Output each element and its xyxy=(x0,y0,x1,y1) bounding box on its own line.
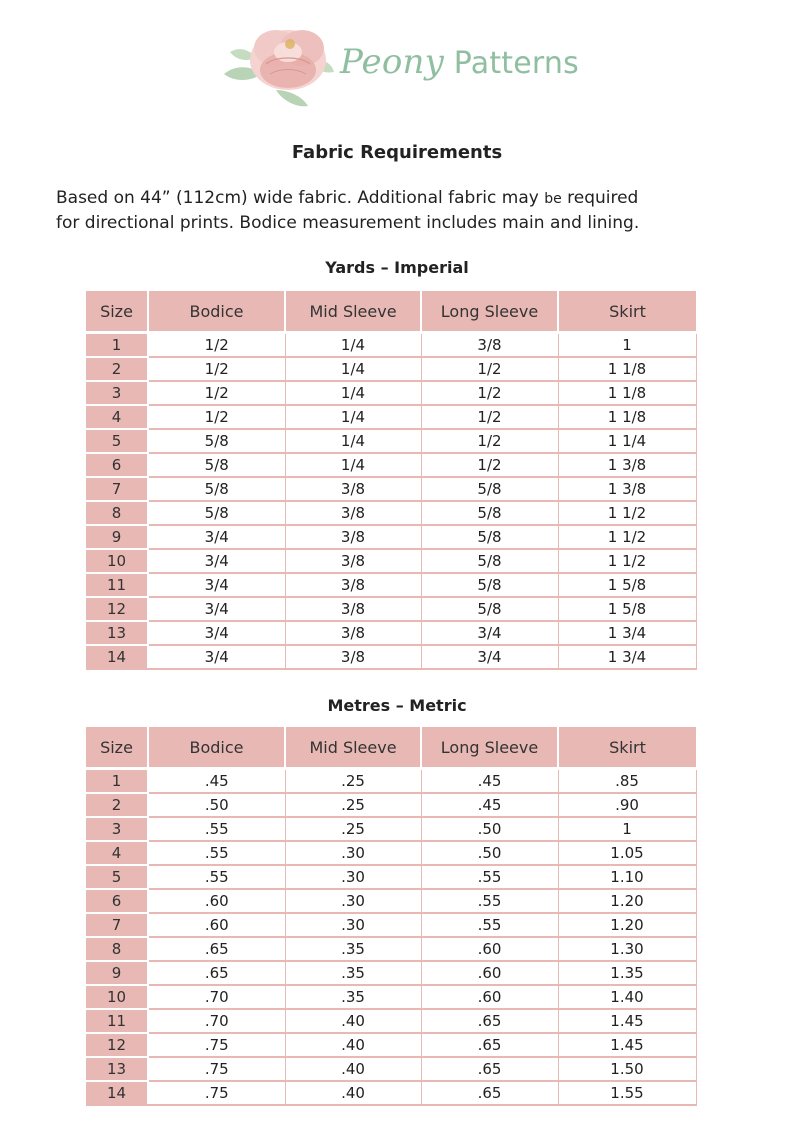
table-cell: 1/2 xyxy=(421,405,558,429)
table-cell: 1 1/2 xyxy=(558,549,696,573)
table-cell: 1 1/2 xyxy=(558,525,696,549)
table-cell: .85 xyxy=(558,769,696,794)
table-cell: 1/2 xyxy=(421,453,558,477)
table-row xyxy=(86,1057,696,1081)
table-cell: 1/2 xyxy=(148,357,285,381)
size-cell: 4 xyxy=(86,841,148,865)
table-cell: .55 xyxy=(421,865,558,889)
table-cell: 5/8 xyxy=(421,597,558,621)
table-cell: .65 xyxy=(421,1057,558,1081)
table-row xyxy=(86,865,696,889)
size-cell: 4 xyxy=(86,405,148,429)
column-header: Bodice xyxy=(148,291,285,333)
table-cell: 1 5/8 xyxy=(558,573,696,597)
table-cell: .40 xyxy=(285,1081,421,1105)
table-cell: .50 xyxy=(421,817,558,841)
table-cell: 1.05 xyxy=(558,841,696,865)
size-cell: 10 xyxy=(86,549,148,573)
table-row xyxy=(86,549,696,573)
table-cell: 1.50 xyxy=(558,1057,696,1081)
table-cell: .60 xyxy=(148,913,285,937)
table-cell: .70 xyxy=(148,985,285,1009)
table-cell: .45 xyxy=(148,769,285,794)
size-cell: 1 xyxy=(86,333,148,358)
table-cell: 3/8 xyxy=(285,477,421,501)
size-cell: 6 xyxy=(86,889,148,913)
table-cell: 3/4 xyxy=(421,645,558,669)
size-cell: 1 xyxy=(86,769,148,794)
table-row xyxy=(86,333,696,358)
table-cell: .50 xyxy=(421,841,558,865)
imperial-table xyxy=(86,291,697,670)
intro-line-1-a: Based on 44” (112cm) wide fabric. Additional fabric may xyxy=(56,188,545,208)
table-cell: .60 xyxy=(421,961,558,985)
table-cell: 5/8 xyxy=(421,501,558,525)
table-cell: 1 3/8 xyxy=(558,453,696,477)
table-cell: 1/4 xyxy=(285,405,421,429)
table-row xyxy=(86,937,696,961)
table-row xyxy=(86,573,696,597)
table-cell: .90 xyxy=(558,793,696,817)
table-row xyxy=(86,793,696,817)
table-cell: 5/8 xyxy=(421,573,558,597)
table-cell: 1 5/8 xyxy=(558,597,696,621)
table-cell: .65 xyxy=(148,937,285,961)
size-cell: 8 xyxy=(86,501,148,525)
peony-flower-icon xyxy=(216,12,336,112)
table-cell: 1 1/8 xyxy=(558,405,696,429)
table-cell: 3/4 xyxy=(421,621,558,645)
table-cell: 1.20 xyxy=(558,889,696,913)
table-cell: .25 xyxy=(285,769,421,794)
table-cell: 1/4 xyxy=(285,429,421,453)
metric-table xyxy=(86,727,697,1106)
table-cell: .65 xyxy=(421,1009,558,1033)
imperial-section-title: Yards – Imperial xyxy=(325,258,469,277)
table-cell: .30 xyxy=(285,865,421,889)
size-cell: 14 xyxy=(86,645,148,669)
table-cell: 5/8 xyxy=(421,549,558,573)
size-cell: 5 xyxy=(86,865,148,889)
intro-line-2: for directional prints. Bodice measurement includes main and lining. xyxy=(56,213,640,233)
table-cell: 1.30 xyxy=(558,937,696,961)
table-cell: 1/2 xyxy=(148,333,285,358)
metric-header-row xyxy=(86,727,696,769)
imperial-header-row xyxy=(86,291,696,333)
table-cell: .25 xyxy=(285,793,421,817)
table-cell: 1/2 xyxy=(421,357,558,381)
brand-name-plain: Patterns xyxy=(453,46,579,81)
table-cell: 5/8 xyxy=(148,501,285,525)
table-cell: .45 xyxy=(421,769,558,794)
table-cell: 3/8 xyxy=(285,573,421,597)
table-row xyxy=(86,645,696,669)
table-row xyxy=(86,841,696,865)
table-cell: .35 xyxy=(285,985,421,1009)
table-row xyxy=(86,525,696,549)
table-cell: .45 xyxy=(421,793,558,817)
size-cell: 8 xyxy=(86,937,148,961)
table-row xyxy=(86,889,696,913)
size-cell: 11 xyxy=(86,573,148,597)
table-cell: 5/8 xyxy=(421,525,558,549)
size-cell: 3 xyxy=(86,381,148,405)
table-cell: .30 xyxy=(285,913,421,937)
table-cell: .60 xyxy=(421,937,558,961)
table-row xyxy=(86,405,696,429)
table-cell: 1 1/4 xyxy=(558,429,696,453)
table-cell: 5/8 xyxy=(421,477,558,501)
table-cell: 3/4 xyxy=(148,549,285,573)
table-row xyxy=(86,913,696,937)
size-cell: 12 xyxy=(86,1033,148,1057)
table-cell: 3/8 xyxy=(285,501,421,525)
brand-name-script: Peony xyxy=(340,42,445,82)
table-cell: .75 xyxy=(148,1081,285,1105)
table-row xyxy=(86,357,696,381)
size-cell: 10 xyxy=(86,985,148,1009)
table-cell: 3/8 xyxy=(285,645,421,669)
table-cell: .35 xyxy=(285,937,421,961)
table-cell: 3/4 xyxy=(148,525,285,549)
table-cell: .65 xyxy=(421,1081,558,1105)
table-cell: .60 xyxy=(421,985,558,1009)
table-cell: 1/2 xyxy=(148,381,285,405)
table-cell: 1.40 xyxy=(558,985,696,1009)
table-cell: 1 3/8 xyxy=(558,477,696,501)
size-cell: 9 xyxy=(86,961,148,985)
table-cell: .75 xyxy=(148,1033,285,1057)
table-cell: 1.45 xyxy=(558,1009,696,1033)
size-cell: 7 xyxy=(86,477,148,501)
table-cell: 3/8 xyxy=(421,333,558,358)
size-cell: 2 xyxy=(86,357,148,381)
table-row xyxy=(86,429,696,453)
table-cell: 1.55 xyxy=(558,1081,696,1105)
table-cell: 1 3/4 xyxy=(558,621,696,645)
column-header: Mid Sleeve xyxy=(285,727,421,769)
table-cell: .55 xyxy=(421,889,558,913)
table-row xyxy=(86,477,696,501)
table-cell: .65 xyxy=(421,1033,558,1057)
table-cell: 5/8 xyxy=(148,477,285,501)
size-cell: 5 xyxy=(86,429,148,453)
column-header: Long Sleeve xyxy=(421,727,558,769)
table-cell: 1.45 xyxy=(558,1033,696,1057)
table-cell: 1 1/2 xyxy=(558,501,696,525)
table-cell: .55 xyxy=(148,865,285,889)
column-header: Skirt xyxy=(558,727,696,769)
table-cell: .35 xyxy=(285,961,421,985)
table-cell: 3/8 xyxy=(285,549,421,573)
table-cell: .55 xyxy=(148,817,285,841)
table-cell: 1.35 xyxy=(558,961,696,985)
table-row xyxy=(86,1081,696,1105)
table-row xyxy=(86,501,696,525)
table-cell: 5/8 xyxy=(148,453,285,477)
table-cell: 1 xyxy=(558,333,696,358)
size-cell: 6 xyxy=(86,453,148,477)
table-cell: 3/4 xyxy=(148,621,285,645)
table-cell: .55 xyxy=(421,913,558,937)
size-cell: 9 xyxy=(86,525,148,549)
table-cell: 1/2 xyxy=(421,381,558,405)
column-header: Size xyxy=(86,291,148,333)
intro-line-1-small: be xyxy=(544,191,562,207)
table-cell: .30 xyxy=(285,889,421,913)
table-row xyxy=(86,985,696,1009)
table-row xyxy=(86,817,696,841)
table-cell: 1/4 xyxy=(285,381,421,405)
table-cell: .60 xyxy=(148,889,285,913)
table-cell: 1 3/4 xyxy=(558,645,696,669)
table-cell: 1/2 xyxy=(148,405,285,429)
table-cell: 3/4 xyxy=(148,597,285,621)
table-row xyxy=(86,453,696,477)
intro-text xyxy=(56,186,756,235)
table-cell: 1/4 xyxy=(285,357,421,381)
size-cell: 3 xyxy=(86,817,148,841)
table-cell: 1 1/8 xyxy=(558,381,696,405)
table-cell: 5/8 xyxy=(148,429,285,453)
table-cell: 3/8 xyxy=(285,525,421,549)
size-cell: 14 xyxy=(86,1081,148,1105)
intro-line-1 xyxy=(56,186,756,211)
table-cell: .65 xyxy=(148,961,285,985)
table-cell: .30 xyxy=(285,841,421,865)
table-cell: 1/4 xyxy=(285,333,421,358)
table-cell: 1 1/8 xyxy=(558,357,696,381)
column-header: Long Sleeve xyxy=(421,291,558,333)
brand-name xyxy=(340,42,579,82)
table-cell: 1/2 xyxy=(421,429,558,453)
column-header: Size xyxy=(86,727,148,769)
table-cell: 3/8 xyxy=(285,621,421,645)
page-title: Fabric Requirements xyxy=(291,142,503,163)
size-cell: 13 xyxy=(86,621,148,645)
brand-logo xyxy=(216,12,579,112)
table-row xyxy=(86,961,696,985)
table-cell: .75 xyxy=(148,1057,285,1081)
column-header: Bodice xyxy=(148,727,285,769)
metric-section-title: Metres – Metric xyxy=(327,696,467,715)
table-cell: .70 xyxy=(148,1009,285,1033)
table-row xyxy=(86,597,696,621)
table-row xyxy=(86,621,696,645)
table-cell: 1.20 xyxy=(558,913,696,937)
table-cell: 1.10 xyxy=(558,865,696,889)
intro-line-1-b: required xyxy=(561,188,639,208)
table-row xyxy=(86,1009,696,1033)
table-row xyxy=(86,769,696,794)
table-cell: .50 xyxy=(148,793,285,817)
column-header: Mid Sleeve xyxy=(285,291,421,333)
table-cell: .55 xyxy=(148,841,285,865)
table-cell: .40 xyxy=(285,1057,421,1081)
table-cell: .40 xyxy=(285,1033,421,1057)
table-cell: .40 xyxy=(285,1009,421,1033)
table-row xyxy=(86,1033,696,1057)
size-cell: 2 xyxy=(86,793,148,817)
column-header: Skirt xyxy=(558,291,696,333)
size-cell: 7 xyxy=(86,913,148,937)
table-row xyxy=(86,381,696,405)
size-cell: 13 xyxy=(86,1057,148,1081)
table-cell: 1/4 xyxy=(285,453,421,477)
table-cell: 3/8 xyxy=(285,597,421,621)
table-cell: .25 xyxy=(285,817,421,841)
table-cell: 3/4 xyxy=(148,645,285,669)
table-cell: 3/4 xyxy=(148,573,285,597)
size-cell: 11 xyxy=(86,1009,148,1033)
table-cell: 1 xyxy=(558,817,696,841)
size-cell: 12 xyxy=(86,597,148,621)
